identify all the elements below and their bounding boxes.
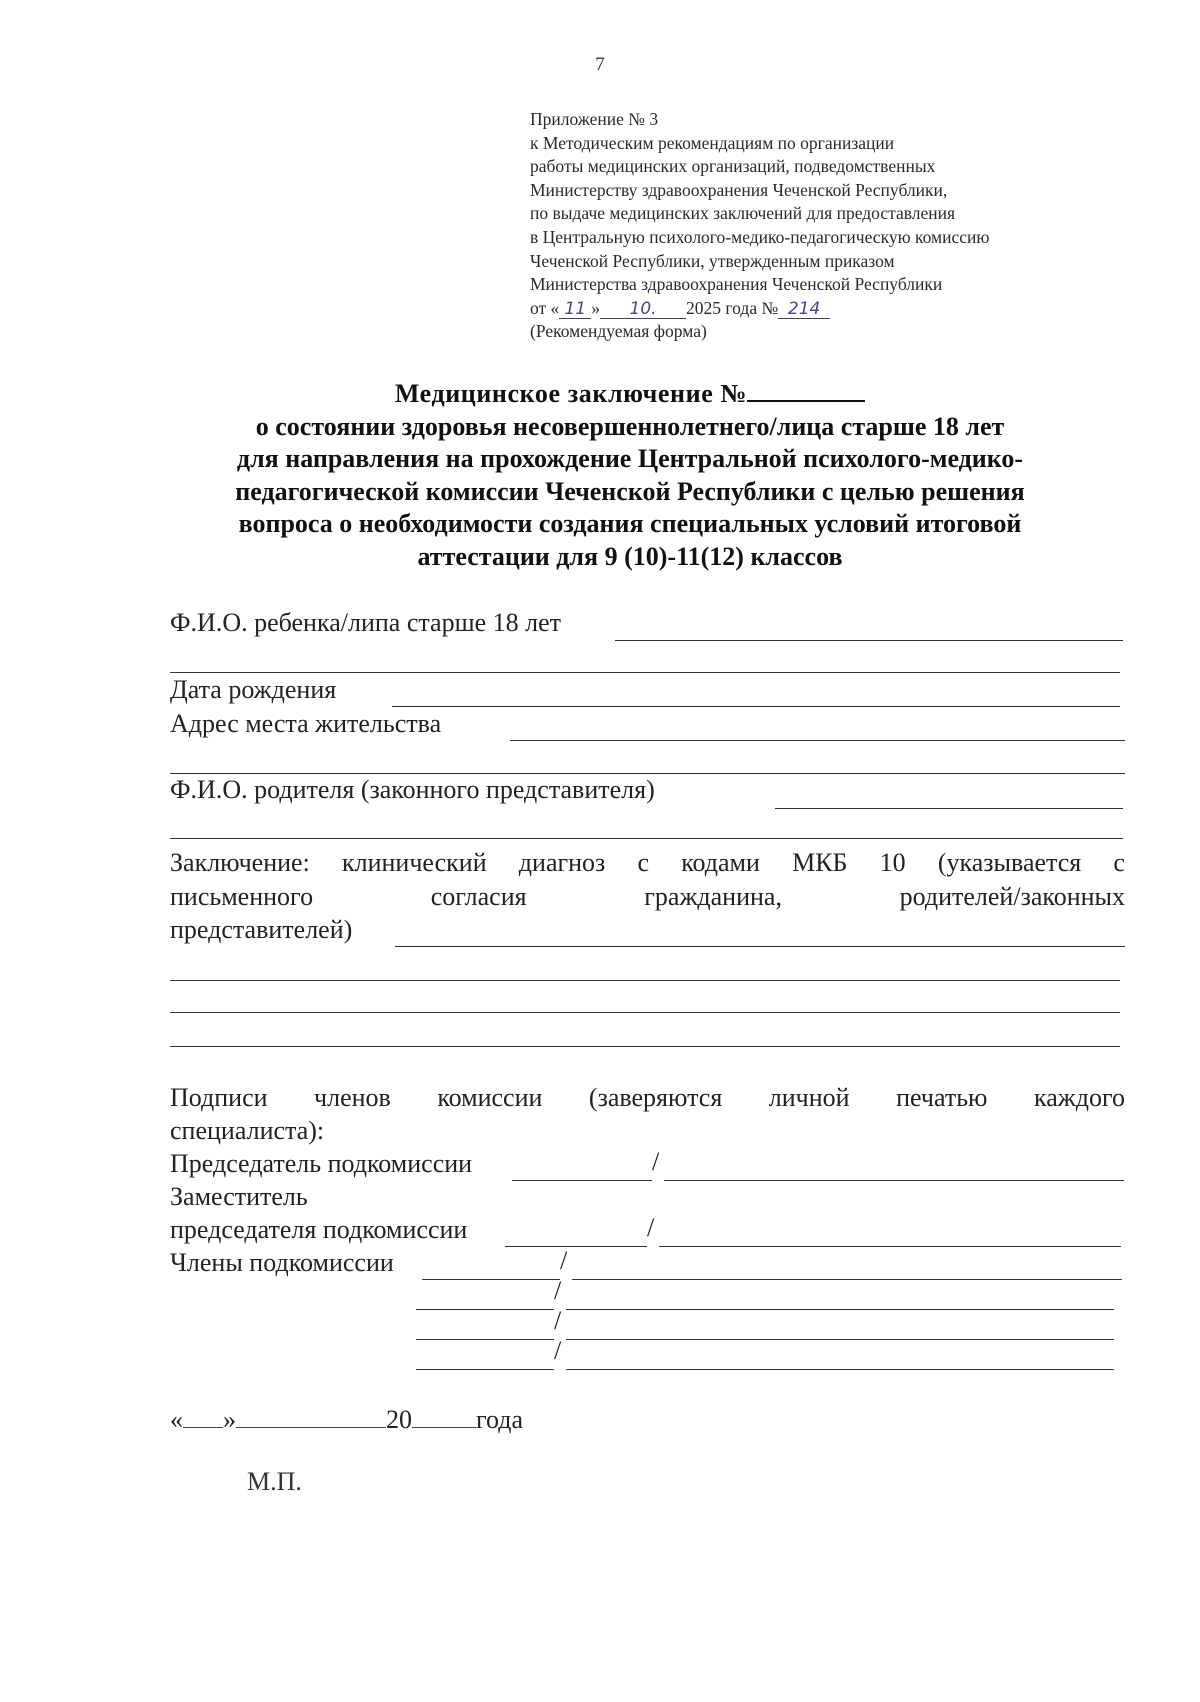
conclusion-line-3: представителей) (170, 915, 353, 944)
date-open-quote: « (170, 1405, 183, 1434)
birth-date-line[interactable] (392, 706, 1120, 707)
title-line-6: аттестации для 9 (10)-11(12) классов (417, 541, 843, 571)
appendix-line: Министерству здравоохранения Чеченской Республики, (530, 179, 948, 200)
conclusion-word: с (637, 848, 650, 877)
members-label: Члены подкомиссии (170, 1248, 394, 1277)
member-signature-line[interactable] (416, 1339, 554, 1340)
address-line[interactable] (510, 740, 1125, 741)
conclusion-line-extra[interactable] (170, 980, 1120, 981)
conclusion-word: Заключение: (170, 848, 310, 877)
appendix-line: к Методическим рекомендациям по организации (530, 132, 895, 153)
order-date-line (530, 297, 989, 321)
parent-name-line-2[interactable] (170, 838, 1123, 839)
footer-year-blank[interactable] (412, 1405, 476, 1428)
deputy-label-line-1: Заместитель (170, 1182, 308, 1211)
birth-date-label: Дата рождения (170, 675, 337, 704)
footer-date (170, 1405, 523, 1435)
signature-separator: / (554, 1276, 562, 1305)
conclusion-word: клинический (342, 848, 487, 877)
signature-separator: / (652, 1147, 660, 1176)
conclusion-line-extra[interactable] (170, 1046, 1120, 1047)
appendix-line: Чеченской Республики, утвержденным приказом (530, 250, 895, 271)
appendix-line: Министерства здравоохранения Чеченской Республики (530, 274, 943, 295)
signatures-word: каждого (1033, 1083, 1125, 1112)
address-line-2[interactable] (170, 773, 1125, 774)
title-line-5: вопроса о необходимости создания специальных условий итоговой (238, 509, 1022, 538)
address-label: Адрес места жительства (170, 709, 442, 738)
document-title (150, 378, 1110, 573)
page-number: 7 (595, 54, 605, 75)
signature-separator: / (560, 1246, 568, 1275)
chairman-label: Председатель подкомиссии (170, 1149, 473, 1178)
handwritten-day: 11 (559, 300, 591, 319)
parent-name-line[interactable] (775, 808, 1123, 809)
date-century: 20 (386, 1405, 412, 1434)
conclusion-line-extra[interactable] (170, 1012, 1120, 1013)
title-line-4: педагогической комиссии Чеченской Республики с целью решения (235, 476, 1025, 506)
footer-month-blank[interactable] (236, 1405, 386, 1428)
footer-day-blank[interactable] (183, 1405, 223, 1428)
date-close-quote: » (591, 297, 601, 318)
signatures-word: Подписи (170, 1083, 268, 1112)
appendix-line: в Центральную психолого-медико-педагогическую комиссию (530, 226, 990, 247)
child-name-label: Ф.И.О. ребенка/липа старше 18 лет (170, 608, 562, 637)
member-name-line[interactable] (572, 1279, 1122, 1280)
conclusion-line[interactable] (395, 946, 1125, 947)
member-name-line[interactable] (566, 1339, 1114, 1340)
conclusion-word: 10 (879, 848, 906, 877)
conclusion-word: диагноз (518, 848, 606, 877)
appendix-line: Приложение № 3 (530, 109, 659, 129)
parent-name-label: Ф.И.О. родителя (законного представителя) (170, 775, 655, 804)
appendix-block (530, 108, 989, 344)
conclusion-word: (указывается (937, 848, 1082, 877)
title-text: Медицинское заключение № (394, 379, 748, 408)
title-line-1 (150, 378, 1110, 411)
appendix-line: работы медицинских организаций, подведомственных (530, 156, 936, 177)
member-signature-line[interactable] (416, 1369, 554, 1370)
date-prefix: от « (530, 297, 560, 318)
signatures-word: комиссии (437, 1083, 543, 1112)
title-line-3: для направления на прохождение Центральной психолого-медико- (236, 444, 1024, 473)
conclusion-word: МКБ (792, 848, 848, 877)
deputy-name-line[interactable] (659, 1246, 1121, 1247)
member-name-line[interactable] (566, 1369, 1114, 1370)
conclusion-line-1 (170, 848, 1125, 878)
member-name-line[interactable] (566, 1309, 1114, 1310)
conclusion-word: гражданина, (644, 882, 782, 911)
signatures-word: членов (314, 1083, 391, 1112)
signature-separator: / (554, 1336, 562, 1365)
chairman-name-line[interactable] (664, 1180, 1124, 1181)
conclusion-line-2 (170, 882, 1125, 912)
title-line-2: о состоянии здоровья несовершеннолетнего/лица старше 18 лет (255, 411, 1005, 441)
signature-separator: / (647, 1213, 655, 1242)
order-year-text: 2025 года № (686, 297, 779, 318)
member-signature-line[interactable] (416, 1309, 554, 1310)
child-name-line-2[interactable] (170, 672, 1120, 673)
form-note: (Рекомендуемая форма) (530, 321, 707, 342)
handwritten-order-number: 214 (778, 300, 830, 319)
signatures-word: личной (768, 1083, 850, 1112)
conclusion-word: с (1113, 848, 1125, 877)
signatures-word: (заверяются (588, 1083, 723, 1112)
signatures-word: печатью (896, 1083, 988, 1112)
conclusion-number-blank[interactable] (747, 378, 865, 402)
deputy-label-line-2: председателя подкомиссии (170, 1215, 468, 1244)
handwritten-month: 10. (600, 300, 686, 319)
signatures-intro-line-2: специалиста): (170, 1116, 325, 1145)
conclusion-word: кодами (681, 848, 760, 877)
child-name-line[interactable] (615, 640, 1123, 641)
chairman-signature-line[interactable] (512, 1180, 652, 1181)
signature-separator: / (554, 1306, 562, 1335)
conclusion-word: согласия (430, 882, 527, 911)
member-signature-line[interactable] (422, 1279, 560, 1280)
date-close-quote: » (223, 1405, 236, 1434)
stamp-place-label: М.П. (247, 1467, 302, 1496)
conclusion-word: письменного (170, 882, 314, 911)
appendix-line: по выдаче медицинских заключений для предоставления (530, 203, 956, 224)
conclusion-word: родителей/законных (899, 882, 1125, 911)
date-year-word: года (476, 1405, 524, 1434)
signatures-intro-line-1 (170, 1083, 1125, 1113)
deputy-signature-line[interactable] (505, 1246, 647, 1247)
